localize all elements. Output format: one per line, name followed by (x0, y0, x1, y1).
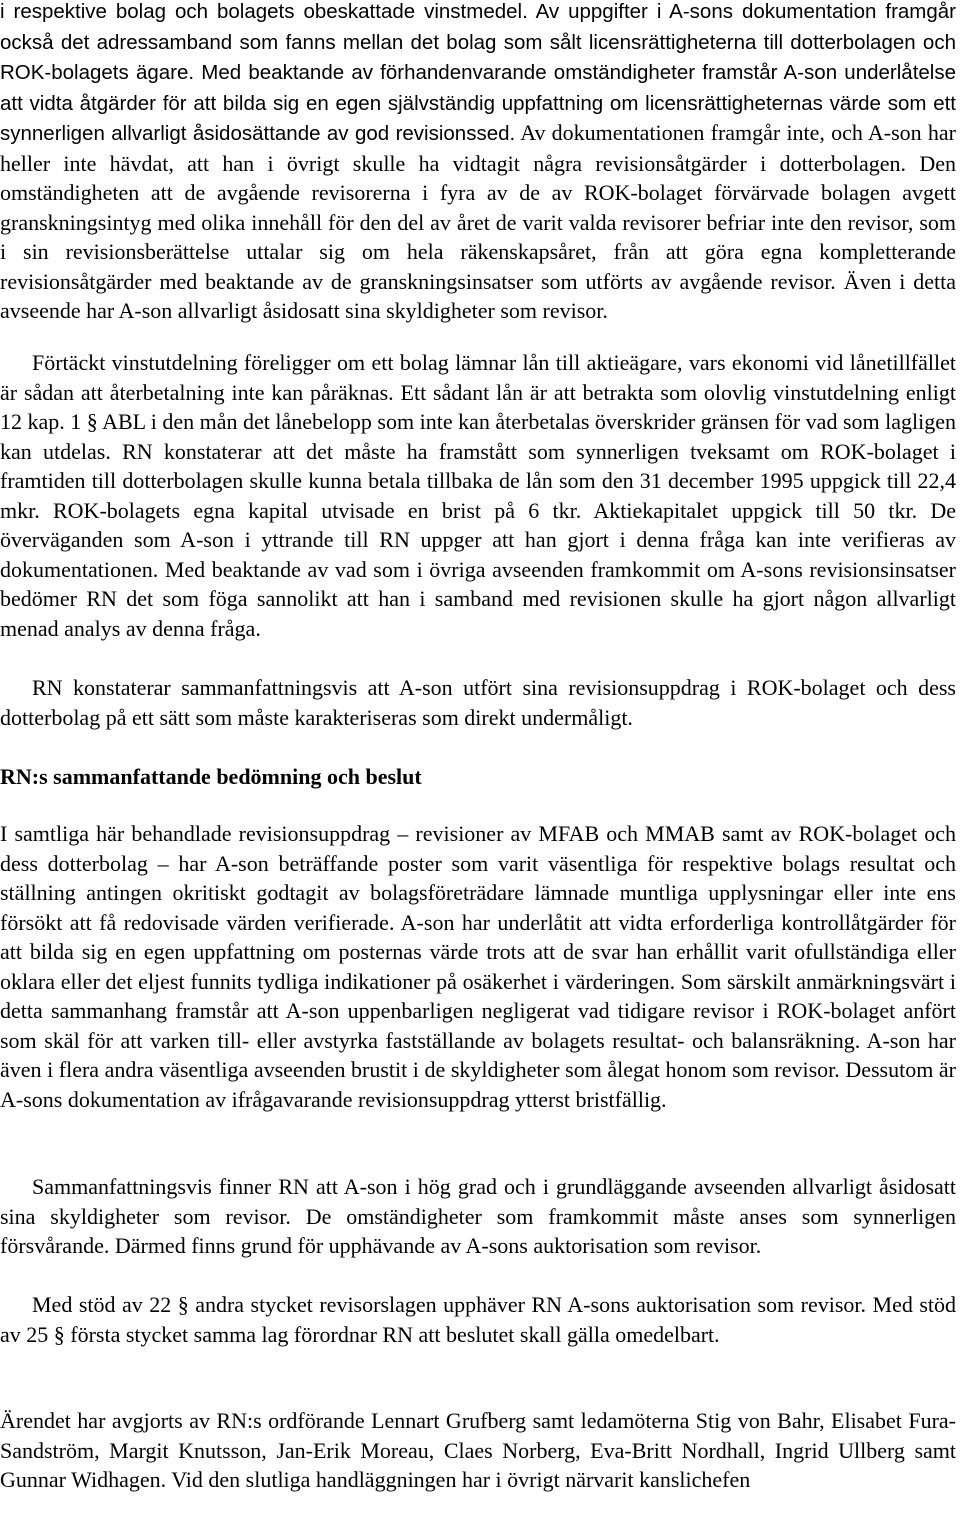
paragraph-fortackt-vinstutdelning (0, 348, 956, 643)
paragraph-beslut-text: Med stöd av 22 § andra stycket revisorslagen upphäver RN A-sons auktorisation som revisor. Med stöd av 25 § första stycket samma lag förordnar RN att beslutet skall gälla omedelbart. (0, 1292, 956, 1347)
paragraph-fortackt-vinstutdelning-text: Förtäckt vinstutdelning föreligger om ett bolag lämnar lån till aktieägare, vars ekonomi vid lånetillfället är sådan att återbetalning inte kan påräknas. Ett sådant lån är att betrakta som olovlig vinstutdelning enligt 12 kap. 1 § ABL i den mån det lånebelopp som inte kan återbetalas överskrider gränsen för vad som lagligen kan utdelas. RN konstaterar att det måste ha framstått som synnerligen tveksamt om ROK-bolaget i framtiden till dotterbolagen skulle kunna betala tillbaka de lån som den 31 december 1995 uppgick till 22,4 mkr. ROK-bolagets egna kapital utvisade en brist på 6 tkr. Aktiekapitalet uppgick till 50 tkr. De överväganden som A-son i yttrande till RN uppger att han gjort i denna fråga kan inte verifieras av dokumentationen. Med beaktande av vad som i övriga avseenden framkommit om A-sons revisionsinsatser bedömer RN det som föga sannolikt att han i samband med revisionen skulle ha gjort någon allvarligt menad analys av denna fråga. (0, 350, 956, 641)
paragraph-sammanfattningsvis (0, 1172, 956, 1261)
paragraph-licensrattigheter-text: i respektive bolag och bolagets obeskattade vinstmedel. Av uppgifter i A-sons dokumentation framgår också det adressamband som fanns mellan det bolag som sålt licensrättigheterna till dotterbolagen och ROK-bolagets ägare. Med beaktande av förhandenvarande omständigheter framstår A-son underlåtelse att vidta åtgärder för att bilda sig en egen självständig uppfattning om licensrättigheternas värde som ett synnerligen allvarligt åsidosättande av god revisionssed. (0, 0, 956, 145)
section-heading: RN:s sammanfattande bedömning och beslut (0, 764, 422, 789)
paragraph-revisionsuppdrag-text: I samtliga här behandlade revisionsuppdrag – revisioner av MFAB och MMAB samt av ROK-bolaget och dess dotterbolag – har A-son beträffande poster som varit väsentliga för respektive bolags resultat och ställning antingen okritiskt godtagit av bolagsföreträdare lämnade muntliga upplysningar eller inte ens försökt att få redovisade värden verifierade. A-son har underlåtit att vidta erforderliga kontrollåtgärder för att bilda sig en egen uppfattning om posternas värde trots att de svar han erhållit varit ofullständiga eller oklara eller det eljest funnits tydliga indikationer på osäkerhet i värderingen. Som särskilt anmärkningsvärt i detta sammanhang framstår att A-son uppenbarligen negligerat vad tidigare revisor i ROK-bolaget anfört som skäl för att varken till- eller avstyrka fastställande av bolagets resultat- och balansräkning. A-son har även i flera andra väsentliga avseenden brustit i de skyldigheter som ålegat honom som revisor. Dessutom är A-sons dokumentation av ifrågavarande revisionsuppdrag ytterst bristfällig. (0, 821, 956, 1112)
paragraph-dotterbolagen-text: Av dokumentationen framgår inte, och A-son har heller inte hävdat, att han i övrigt skulle ha vidtagit några revisionsåtgärder i dotterbolagen. Den omständigheten att de avgående revisorerna i fyra av de av ROK-bolaget förvärvade bolagen avgett granskningsintyg med olika innehåll för den del av året de varit valda revisorer befriar inte den revisor, som i sin revisionsberättelse uttalar sig om hela räkenskapsåret, från att göra egna kompletterande revisionsåtgärder med beaktande av de granskningsinsatser som utförts av avgående revisor. Även i detta avseende har A-son allvarligt åsidosatt sina skyldigheter som revisor. (0, 120, 956, 323)
paragraph-licensrattigheter (0, 0, 956, 326)
paragraph-undermaligt-text: RN konstaterar sammanfattningsvis att A-son utfört sina revisionsuppdrag i ROK-bolaget och dess dotterbolag på ett sätt som måste karakteriseras som direkt undermåligt. (0, 675, 956, 730)
paragraph-ledamoter-text: Ärendet har avgjorts av RN:s ordförande Lennart Grufberg samt ledamöterna Stig von Bahr, Elisabet Fura-Sandström, Margit Knutsson, Jan-Erik Moreau, Claes Norberg, Eva-Britt Nordhall, Ingrid Ullberg samt Gunnar Widhagen. Vid den slutliga handläggningen har i övrigt närvarit kanslichefen (0, 1408, 956, 1492)
paragraph-undermaligt (0, 673, 956, 732)
paragraph-revisionsuppdrag (0, 819, 956, 1114)
paragraph-beslut (0, 1290, 956, 1349)
paragraph-sammanfattningsvis-text: Sammanfattningsvis finner RN att A-son i hög grad och i grundläggande avseenden allvarligt åsidosatt sina skyldigheter som revisor. De omständigheter som framkommit måste anses som synnerligen försvårande. Därmed finns grund för upphävande av A-sons auktorisation som revisor. (0, 1174, 956, 1258)
paragraph-ledamoter (0, 1406, 956, 1495)
